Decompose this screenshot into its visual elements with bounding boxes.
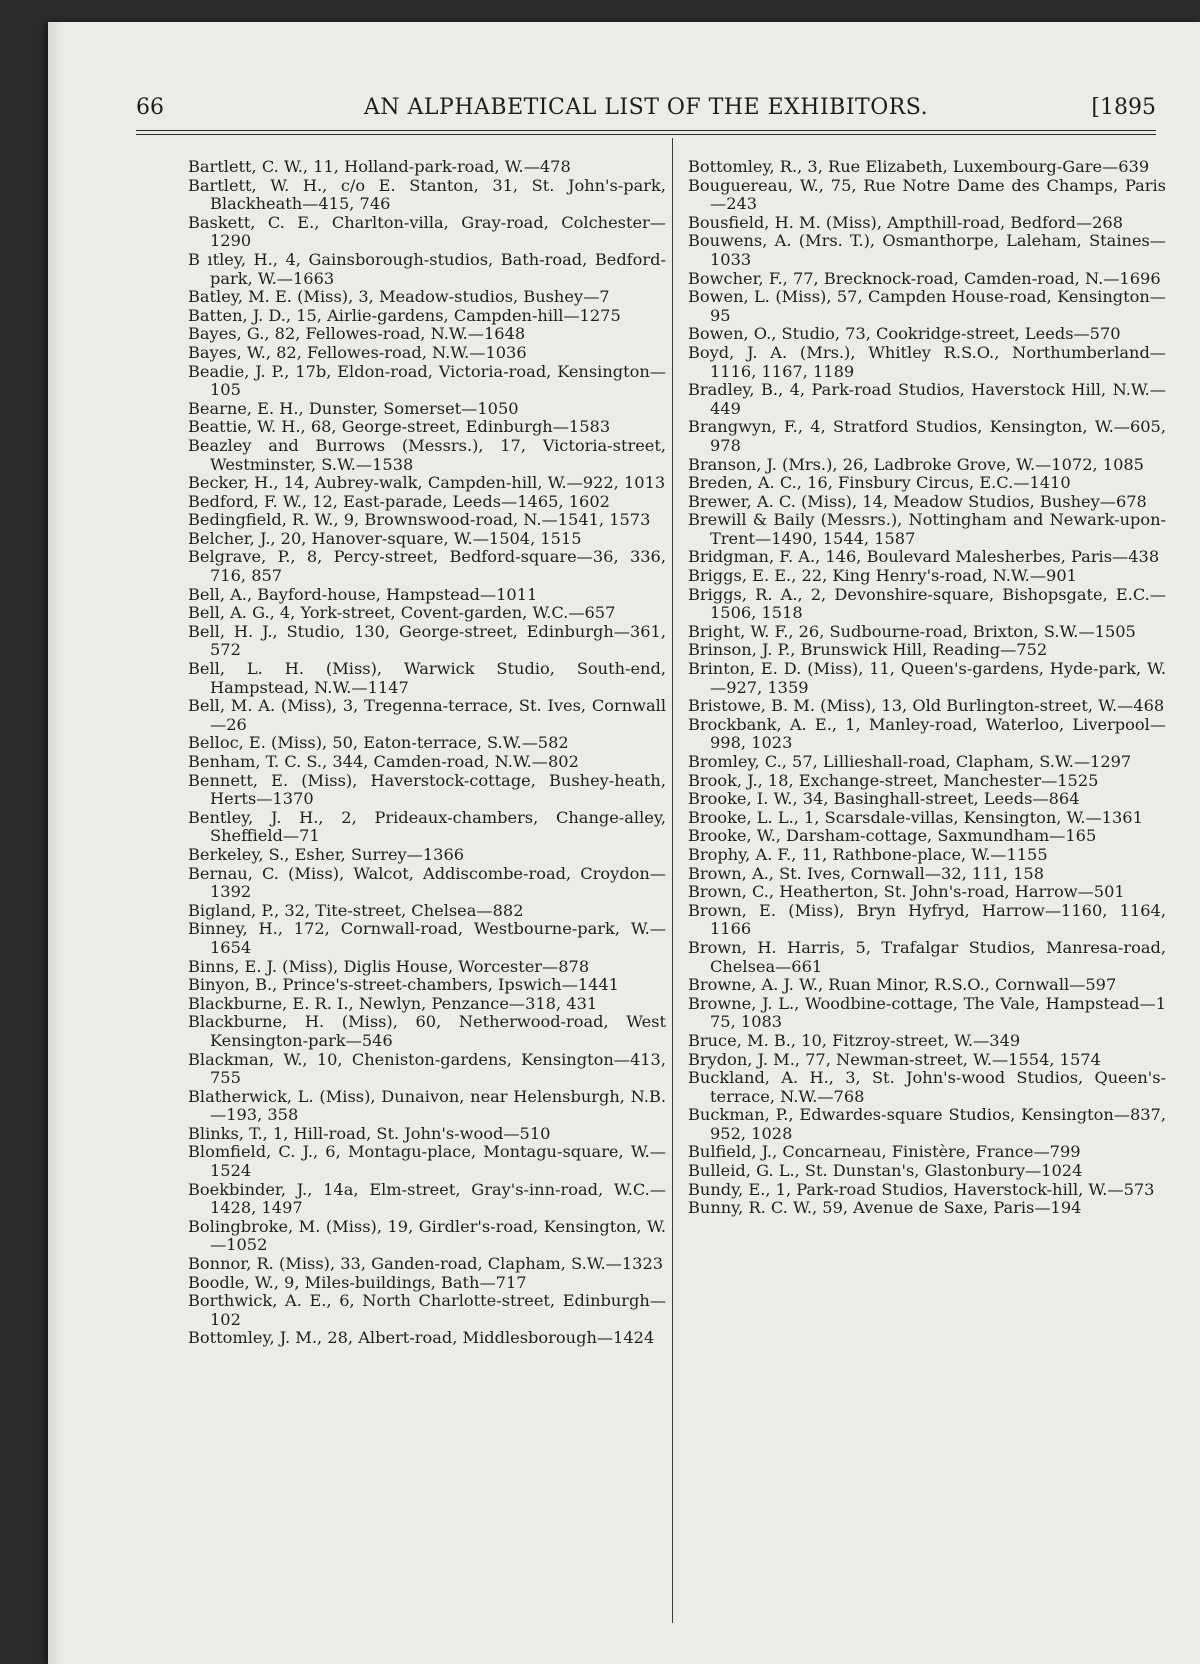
- exhibitor-entry: Breden, A. C., 16, Finsbury Circus, E.C.—1410: [688, 473, 1071, 493]
- exhibitor-entry: Bouguereau, W., 75, Rue Notre Dame des Champs, Paris—243: [688, 175, 1166, 214]
- exhibitor-entry: Binyon, B., Prince's-street-chambers, Ipswich—1441: [188, 975, 619, 995]
- exhibitor-entry: B ıtley, H., 4, Gainsborough-studios, Bath-road, Bedford-park, W.—1663: [188, 249, 666, 288]
- exhibitor-entry: Bowen, O., Studio, 73, Cookridge-street, Leeds—570: [688, 324, 1121, 344]
- exhibitor-entry: Brown, E. (Miss), Bryn Hyfryd, Harrow—1160, 1164, 1166: [688, 900, 1166, 939]
- exhibitor-entry: Brinton, E. D. (Miss), 11, Queen's-gardens, Hyde-park, W.—927, 1359: [688, 659, 1166, 697]
- exhibitor-entry: Bedford, F. W., 12, East-parade, Leeds—1465, 1602: [188, 491, 610, 511]
- exhibitor-entry: Bolingbroke, M. (Miss), 19, Girdler's-road, Kensington, W.—1052: [188, 1216, 666, 1255]
- exhibitor-entry: Bowcher, F., 77, Brecknock-road, Camden-road, N.—1696: [688, 268, 1161, 288]
- page-title: AN ALPHABETICAL LIST OF THE EXHIBITORS.: [363, 95, 929, 120]
- exhibitor-entry: Beadie, J. P., 17b, Eldon-road, Victoria-road, Kensington—105: [188, 361, 666, 400]
- exhibitor-entry: Bromley, C., 57, Lillieshall-road, Clapham, S.W.—1297: [688, 752, 1132, 771]
- exhibitor-entry: Blackman, W., 10, Cheniston-gardens, Kensington—413, 755: [188, 1049, 666, 1088]
- exhibitor-entry: Bousfield, H. M. (Miss), Ampthill-road, Bedford—268: [688, 212, 1124, 232]
- exhibitor-entry: Briggs, E. E., 22, King Henry's-road, N.W.—901: [688, 566, 1077, 586]
- exhibitor-entry: Belloc, E. (Miss), 50, Eaton-terrace, S.W.—582: [188, 733, 569, 753]
- exhibitor-entry: Borthwick, A. E., 6, North Charlotte-street, Edinburgh—102: [188, 1291, 666, 1329]
- exhibitor-entry: Buckman, P., Edwardes-square Studios, Kensington—837, 952, 1028: [688, 1105, 1166, 1143]
- exhibitor-entry: Brooke, L. L., 1, Scarsdale-villas, Kensington, W.—1361: [688, 807, 1143, 827]
- exhibitor-entry: Brydon, J. M., 77, Newman-street, W.—1554, 1574: [688, 1049, 1101, 1069]
- exhibitor-entry: Bennett, E. (Miss), Haverstock-cottage, Bushey-heath, Herts—1370: [188, 770, 666, 809]
- exhibitor-entry: Brewill & Baily (Messrs.), Nottingham and Newark-upon-Trent—1490, 1544, 1587: [688, 510, 1166, 548]
- exhibitor-entry: Bunny, R. C. W., 59, Avenue de Saxe, Paris—194: [688, 1198, 1082, 1218]
- exhibitor-entry: Baskett, C. E., Charlton-villa, Gray-road, Colchester—1290: [188, 212, 666, 251]
- exhibitor-entry: Brooke, I. W., 34, Basinghall-street, Leeds—864: [688, 789, 1080, 809]
- exhibitor-entry: Bright, W. F., 26, Sudbourne-road, Brixton, S.W.—1505: [688, 621, 1136, 641]
- exhibitor-entry: Bowen, L. (Miss), 57, Campden House-road, Kensington—95: [688, 287, 1166, 325]
- exhibitor-entry: Binney, H., 172, Cornwall-road, Westbourne-park, W.—1654: [188, 919, 666, 957]
- exhibitor-entry: Bedingfield, R. W., 9, Brownswood-road, N.—1541, 1573: [188, 510, 651, 530]
- exhibitor-entry: Bell, H. J., Studio, 130, George-street, Edinburgh—361, 572: [188, 621, 666, 660]
- exhibitor-entry: Bouwens, A. (Mrs. T.), Osmanthorpe, Laleham, Staines—1033: [688, 231, 1166, 269]
- exhibitor-entry: Bentley, J. H., 2, Prideaux-chambers, Change-alley, Sheffield—71: [188, 807, 666, 846]
- exhibitor-entry: Blackburne, E. R. I., Newlyn, Penzance—318, 431: [188, 993, 598, 1013]
- exhibitor-entry: Belgrave, P., 8, Percy-street, Bedford-square—36, 336, 716, 857: [188, 547, 666, 586]
- page-number: 66: [136, 95, 164, 120]
- exhibitor-entry: Bristowe, B. M. (Miss), 13, Old Burlington-street, W.—468: [688, 696, 1165, 716]
- exhibitor-entry: Brockbank, A. E., 1, Manley-road, Waterloo, Liverpool—998, 1023: [688, 714, 1166, 753]
- exhibitor-entry: Branson, J. (Mrs.), 26, Ladbroke Grove, W.—1072, 1085: [688, 454, 1144, 474]
- exhibitor-entry: Bartlett, C. W., 11, Holland-park-road, W.—478: [188, 157, 571, 176]
- exhibitor-entry: Bridgman, F. A., 146, Boulevard Malesherbes, Paris—438: [688, 547, 1160, 567]
- exhibitor-entry: Berkeley, S., Esher, Surrey—1366: [188, 844, 465, 864]
- exhibitor-entry: Beazley and Burrows (Messrs.), 17, Victoria-street, Westminster, S.W.—1538: [188, 435, 666, 474]
- exhibitor-entry: Binns, E. J. (Miss), Diglis House, Worcester—878: [188, 956, 590, 976]
- exhibitor-entry: Beattie, W. H., 68, George-street, Edinburgh—1583: [188, 417, 611, 437]
- exhibitor-entry: Bonnor, R. (Miss), 33, Ganden-road, Clapham, S.W.—1323: [188, 1254, 664, 1274]
- exhibitor-entry: Bernau, C. (Miss), Walcot, Addiscombe-road, Croydon—1392: [188, 863, 666, 902]
- exhibitor-entry: Brophy, A. F., 11, Rathbone-place, W.—1155: [688, 844, 1048, 864]
- exhibitor-entry: Bottomley, R., 3, Rue Elizabeth, Luxembourg-Gare—639: [688, 157, 1150, 176]
- exhibitor-entry: Bell, A., Bayford-house, Hampstead—1011: [188, 584, 538, 604]
- page-year: [1895: [1091, 95, 1156, 120]
- exhibitor-entry: Boodle, W., 9, Miles-buildings, Bath—717: [188, 1272, 527, 1292]
- exhibitor-entry: Batley, M. E. (Miss), 3, Meadow-studios, Bushey—7: [188, 287, 610, 307]
- exhibitor-entry: Brinson, J. P., Brunswick Hill, Reading—752: [688, 640, 1048, 660]
- exhibitor-entry: Blatherwick, L. (Miss), Dunaivon, near Helensburgh, N.B.—193, 358: [188, 1086, 666, 1125]
- exhibitor-entry: Blomfield, C. J., 6, Montagu-place, Montagu-square, W.—1524: [188, 1142, 666, 1181]
- exhibitor-entry: Brown, A., St. Ives, Cornwall—32, 111, 158: [688, 863, 1044, 883]
- exhibitor-entry: Briggs, R. A., 2, Devonshire-square, Bishopsgate, E.C.—1506, 1518: [688, 584, 1166, 623]
- header-rule-thin: [136, 134, 1156, 135]
- exhibitor-entry: Blackburne, H. (Miss), 60, Netherwood-road, West Kensington-park—546: [188, 1012, 666, 1050]
- exhibitor-entry: Benham, T. C. S., 344, Camden-road, N.W.—802: [188, 752, 579, 771]
- exhibitor-entry: Brewer, A. C. (Miss), 14, Meadow Studios, Bushey—678: [688, 491, 1147, 511]
- exhibitor-entry: Bigland, P., 32, Tite-street, Chelsea—882: [188, 900, 524, 920]
- page-gutter-shadow: [48, 22, 62, 1664]
- exhibitor-entry: Bundy, E., 1, Park-road Studios, Haverstock-hill, W.—573: [688, 1179, 1155, 1199]
- exhibitor-entry: Buckland, A. H., 3, St. John's-wood Studios, Queen's-terrace, N.W.—768: [688, 1068, 1166, 1106]
- left-column: [188, 158, 666, 1348]
- exhibitor-entry: Belcher, J., 20, Hanover-square, W.—1504, 1515: [188, 528, 582, 548]
- exhibitor-entry: Bruce, M. B., 10, Fitzroy-street, W.—349: [688, 1030, 1021, 1050]
- right-column: [688, 158, 1166, 1218]
- exhibitor-entry: Bell, A. G., 4, York-street, Covent-garden, W.C.—657: [188, 603, 616, 623]
- exhibitor-entry: Bayes, W., 82, Fellowes-road, N.W.—1036: [188, 342, 527, 362]
- exhibitor-entry: Brangwyn, F., 4, Stratford Studios, Kensington, W.—605, 978: [688, 417, 1166, 455]
- exhibitor-entry: Bottomley, J. M., 28, Albert-road, Middlesborough—1424: [188, 1328, 655, 1348]
- header-rule-thick: [136, 130, 1156, 131]
- exhibitor-entry: Boyd, J. A. (Mrs.), Whitley R.S.O., Northumberland—1116, 1167, 1189: [688, 342, 1166, 381]
- exhibitor-entry: Bradley, B., 4, Park-road Studios, Haverstock Hill, N.W.—449: [688, 380, 1166, 418]
- exhibitor-entry: Brown, C., Heatherton, St. John's-road, Harrow—501: [688, 882, 1125, 902]
- exhibitor-entry: Brooke, W., Darsham-cottage, Saxmundham—165: [688, 826, 1097, 846]
- exhibitor-entry: Bearne, E. H., Dunster, Somerset—1050: [188, 398, 519, 418]
- exhibitor-entry: Bulleid, G. L., St. Dunstan's, Glastonbury—1024: [688, 1161, 1083, 1181]
- exhibitor-entry: Bartlett, W. H., c/o E. Stanton, 31, St. John's-park, Blackheath—415, 746: [188, 175, 666, 214]
- exhibitor-entry: Bell, L. H. (Miss), Warwick Studio, South-end, Hampstead, N.W.—1147: [188, 659, 666, 697]
- exhibitor-entry: Bell, M. A. (Miss), 3, Tregenna-terrace, St. Ives, Cornwall—26: [188, 696, 666, 734]
- column-divider: [672, 138, 673, 1623]
- exhibitor-entry: Becker, H., 14, Aubrey-walk, Campden-hill, W.—922, 1013: [188, 473, 666, 493]
- exhibitor-entry: Bulfield, J., Concarneau, Finistère, France—799: [688, 1142, 1081, 1162]
- exhibitor-entry: Brook, J., 18, Exchange-street, Manchester—1525: [688, 770, 1099, 790]
- exhibitor-entry: Boekbinder, J., 14a, Elm-street, Gray's-inn-road, W.C.—1428, 1497: [188, 1179, 666, 1218]
- exhibitor-entry: Batten, J. D., 15, Airlie-gardens, Campden-hill—1275: [188, 305, 621, 325]
- exhibitor-entry: Bayes, G., 82, Fellowes-road, N.W.—1648: [188, 324, 526, 344]
- exhibitor-entry: Browne, A. J. W., Ruan Minor, R.S.O., Cornwall—597: [688, 975, 1117, 995]
- exhibitor-entry: Browne, J. L., Woodbine-cottage, The Vale, Hampstead—1 75, 1083: [688, 993, 1166, 1032]
- running-header: [136, 92, 1156, 124]
- exhibitor-entry: Blinks, T., 1, Hill-road, St. John's-wood—510: [188, 1123, 551, 1143]
- exhibitor-entry: Brown, H. Harris, 5, Trafalgar Studios, Manresa-road, Chelsea—661: [688, 937, 1166, 976]
